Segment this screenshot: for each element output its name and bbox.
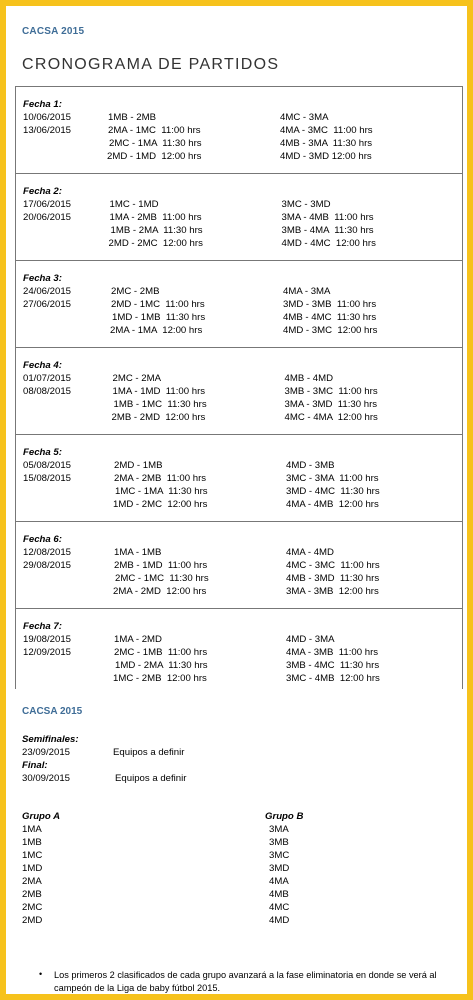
match-date: 24/06/2015: [23, 286, 72, 297]
match-right: 4MC - 4MA 12:00 hrs: [284, 412, 378, 423]
match-date: 13/06/2015: [23, 125, 72, 136]
match-left: 1MA - 1MD 11:00 hrs: [112, 386, 206, 397]
fecha-block: [16, 522, 462, 609]
match-right: 4MC - 3MC 11:00 hrs: [286, 560, 380, 571]
match-left: 1MA - 2MD: [114, 634, 162, 645]
match-left: 2MC - 2MA: [112, 373, 162, 384]
grupo-a-team: 2MC: [22, 902, 43, 913]
final-date: 30/09/2015: [22, 773, 71, 784]
schedule-table: [15, 86, 463, 689]
match-right: 4MB - 3MD 11:30 hrs: [286, 573, 380, 584]
match-right: 3MB - 4MA 11:30 hrs: [281, 225, 374, 236]
match-date: 01/07/2015: [23, 373, 72, 384]
match-date: 12/09/2015: [23, 647, 72, 658]
match-left: 2MA - 1MA 12:00 hrs: [110, 325, 203, 336]
match-date: 17/06/2015: [23, 199, 72, 210]
bullet-icon: •: [39, 969, 43, 979]
match-left: 1MA - 1MB: [114, 547, 162, 558]
match-right: 3MC - 4MB 12:00 hrs: [286, 673, 380, 684]
match-left: 2MA - 2MB 11:00 hrs: [114, 473, 207, 484]
grupo-b-team: 4MC: [269, 902, 290, 913]
fecha-label: Fecha 7:: [23, 621, 62, 632]
fecha-label: Fecha 5:: [23, 447, 62, 458]
grupo-a-team: 1MD: [22, 863, 43, 874]
match-right: 4MA - 4MD: [286, 547, 334, 558]
match-left: 2MD - 1MD 12:00 hrs: [107, 151, 202, 162]
match-left: 1MD - 2MC 12:00 hrs: [113, 499, 208, 510]
fecha-block: [16, 261, 462, 348]
match-right: 3MB - 4MC 11:30 hrs: [286, 660, 380, 671]
match-right: 4MD - 3MA: [286, 634, 335, 645]
fecha-label: Fecha 4:: [23, 360, 62, 371]
match-left: 1MC - 1MA 11:30 hrs: [115, 486, 208, 497]
fecha-label: Fecha 1:: [23, 99, 62, 110]
match-right: 4MB - 4MD: [284, 373, 334, 384]
grupo-b-label: Grupo B: [265, 811, 304, 822]
match-left: 1MC - 2MB 12:00 hrs: [113, 673, 207, 684]
match-right: 3MD - 4MC 11:30 hrs: [286, 486, 380, 497]
fecha-label: Fecha 2:: [23, 186, 62, 197]
match-right: 4MA - 3MC 11:00 hrs: [280, 125, 373, 136]
fecha-label: Fecha 6:: [23, 534, 62, 545]
match-left: 2MC - 2MB: [111, 286, 160, 297]
fecha-block: [16, 435, 462, 522]
match-left: 2MC - 1MC 11:30 hrs: [115, 573, 209, 584]
match-right: 4MD - 4MC 12:00 hrs: [281, 238, 376, 249]
match-left: 1MA - 2MB 11:00 hrs: [109, 212, 202, 223]
grupo-b-team: 4MA: [269, 876, 289, 887]
match-right: 4MD - 3MD 12:00 hrs: [280, 151, 372, 162]
match-right: 4MC - 3MA: [280, 112, 329, 123]
match-right: 4MB - 4MC 11:30 hrs: [283, 312, 377, 323]
match-left: 1MD - 1MB 11:30 hrs: [112, 312, 206, 323]
match-right: 4MD - 3MB: [286, 460, 335, 471]
match-left: 2MA - 1MC 11:00 hrs: [108, 125, 201, 136]
match-date: 05/08/2015: [23, 460, 72, 471]
match-right: 3MB - 3MC 11:00 hrs: [284, 386, 378, 397]
match-left: 1MC - 1MD: [109, 199, 159, 210]
semifinales-label: Semifinales:: [22, 734, 79, 745]
match-left: 2MD - 1MC 11:00 hrs: [111, 299, 205, 310]
fecha-block: [16, 87, 462, 174]
match-left: 2MD - 1MB: [114, 460, 163, 471]
fecha-block: [16, 609, 462, 689]
match-date: 27/06/2015: [23, 299, 72, 310]
match-right: 3MC - 3MA 11:00 hrs: [286, 473, 379, 484]
match-left: 2MB - 2MD 12:00 hrs: [111, 412, 206, 423]
match-left: 1MB - 1MC 11:30 hrs: [113, 399, 207, 410]
grupo-b-team: 3MB: [269, 837, 289, 848]
match-left: 1MD - 2MA 11:30 hrs: [115, 660, 208, 671]
match-left: 2MA - 2MD 12:00 hrs: [113, 586, 207, 597]
grupo-b-team: 3MD: [269, 863, 290, 874]
brand-header-page2: CACSA 2015: [22, 706, 83, 717]
match-left: 1MB - 2MA 11:30 hrs: [110, 225, 203, 236]
grupo-a-team: 2MB: [22, 889, 42, 900]
match-left: 2MC - 1MB 11:00 hrs: [114, 647, 208, 658]
match-left: 2MC - 1MA 11:30 hrs: [109, 138, 202, 149]
match-left: 1MB - 2MB: [108, 112, 156, 123]
match-right: 3MD - 3MB 11:00 hrs: [283, 299, 377, 310]
grupo-b-team: 3MA: [269, 824, 289, 835]
grupo-b-team: 3MC: [269, 850, 290, 861]
semifinales-text: Equipos a definir: [113, 747, 185, 758]
final-label: Final:: [22, 760, 48, 771]
match-date: 12/08/2015: [23, 547, 72, 558]
brand-header: CACSA 2015: [22, 26, 85, 37]
match-right: 4MA - 3MA: [283, 286, 331, 297]
match-right: 3MC - 3MD: [281, 199, 331, 210]
match-right: 3MA - 4MB 11:00 hrs: [281, 212, 374, 223]
match-date: 10/06/2015: [23, 112, 72, 123]
grupo-a-team: 1MB: [22, 837, 42, 848]
match-date: 15/08/2015: [23, 473, 72, 484]
bullet-note: Los primeros 2 clasificados de cada grupo avanzará a la fase eliminatoria en donde se verá al campeón de la Liga de baby fútbol 2015.: [54, 970, 437, 993]
grupo-a-team: 2MD: [22, 915, 43, 926]
fecha-block: [16, 348, 462, 435]
grupo-a-team: 1MC: [22, 850, 43, 861]
match-right: 4MB - 3MA 11:30 hrs: [280, 138, 373, 149]
match-right: 4MA - 3MB 11:00 hrs: [286, 647, 379, 658]
match-right: 3MA - 3MD 11:30 hrs: [284, 399, 378, 410]
fecha-block: [16, 174, 462, 261]
match-right: 4MA - 4MB 12:00 hrs: [286, 499, 379, 510]
match-right: 4MD - 3MC 12:00 hrs: [283, 325, 378, 336]
grupo-b-team: 4MD: [269, 915, 290, 926]
fecha-label: Fecha 3:: [23, 273, 62, 284]
match-date: 29/08/2015: [23, 560, 72, 571]
match-left: 2MD - 2MC 12:00 hrs: [108, 238, 203, 249]
semifinales-date: 23/09/2015: [22, 747, 71, 758]
page-title: CRONOGRAMA DE PARTIDOS: [22, 56, 280, 73]
match-date: 08/08/2015: [23, 386, 72, 397]
match-date: 19/08/2015: [23, 634, 72, 645]
match-right: 3MA - 3MB 12:00 hrs: [286, 586, 379, 597]
grupo-a-team: 2MA: [22, 876, 42, 887]
final-text: Equipos a definir: [115, 773, 187, 784]
match-left: 2MB - 1MD 11:00 hrs: [114, 560, 208, 571]
grupo-a-team: 1MA: [22, 824, 42, 835]
grupo-a-label: Grupo A: [22, 811, 61, 822]
grupo-b-team: 4MB: [269, 889, 289, 900]
match-date: 20/06/2015: [23, 212, 72, 223]
document-page: [6, 6, 467, 994]
